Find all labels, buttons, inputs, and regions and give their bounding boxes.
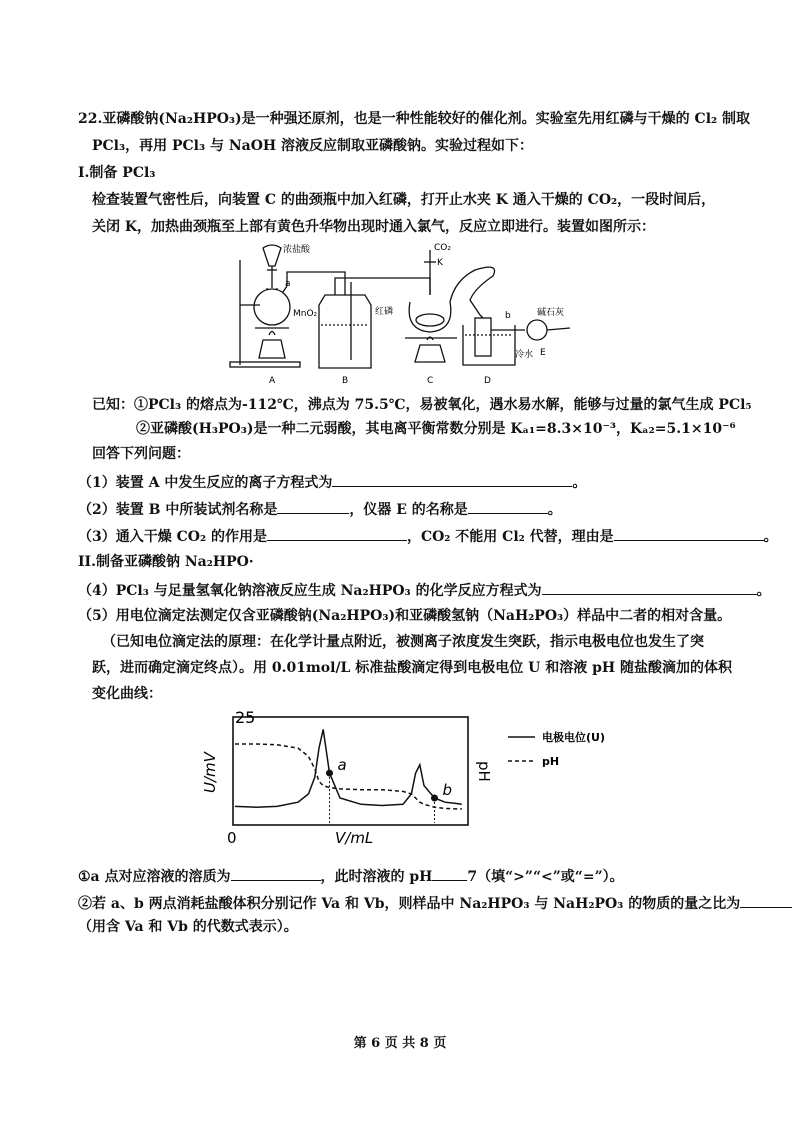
q5-line-1: （5）用电位滴定法测定仅含亚磷酸钠(Na₂HPO₃)和亚磷酸氢钠（NaH₂PO₃）样品中二者的相对含量。 (78, 608, 732, 624)
q2-end: 。 (547, 502, 562, 518)
point-label-b: b (442, 781, 453, 800)
sub1-text-c: 7（填“>”“<”或“=”）。 (467, 869, 624, 885)
point-b (431, 795, 438, 802)
x-axis-label: V/mL (335, 829, 374, 847)
q3-line (78, 526, 778, 546)
sub2-text-a: ②若 a、b 两点消耗盐酸体积分别记作 Va 和 Vb，则样品中 Na₂HPO₃ 与 NaH₂PO₃ 的物质的量之比为 (78, 896, 741, 912)
label-k: K (437, 258, 443, 268)
point-a (326, 770, 333, 777)
q4-text: （4）PCl₃ 与足量氢氧化钠溶液反应生成 Na₂HPO₃ 的化学反应方程式为 (78, 583, 542, 599)
drying-tube-e (527, 320, 547, 340)
q2-text-b: ，仪器 E 的名称是 (349, 502, 468, 518)
part1-line-1: 检查装置气密性后，向装置 C 的曲颈瓶中加入红磷，打开止水夹 K 通入干燥的 CO₂，一段时间后， (92, 192, 716, 208)
q4-end: 。 (756, 583, 771, 599)
retort-c (409, 267, 494, 332)
apparatus-diagram (225, 240, 595, 390)
known-line-2: ②亚磷酸(H₃PO₃)是一种二元弱酸，其电离平衡常数分别是 Kₐ₁=8.3×10⁻³，Kₐ₂=5.1×10⁻⁶ (136, 421, 736, 437)
label-cold-water: 冷水 (515, 350, 534, 360)
intro-line-2: PCl₃，再用 PCl₃ 与 NaOH 溶液反应制取亚磷酸钠。实验过程如下： (92, 138, 534, 154)
label-a: a (285, 279, 291, 289)
q1-text: （1）装置 A 中发生反应的离子方程式为 (78, 475, 333, 491)
sub2-line-2: （用含 Va 和 Vb 的代数式表示）。 (78, 919, 298, 935)
q3-blank-1[interactable] (267, 526, 407, 541)
legend-label-ph: pH (542, 755, 560, 768)
q1-line (78, 472, 586, 492)
q3-text-b: ，CO₂ 不能用 Cl₂ 代替，理由是 (406, 529, 614, 545)
sub2-blank[interactable] (740, 893, 792, 908)
sub1-blank-2[interactable] (432, 866, 467, 881)
y-axis-label-left: U/mV (201, 752, 219, 793)
q2-blank-2[interactable] (468, 499, 548, 514)
part1-line-2: 关闭 K，加热曲颈瓶至上部有黄色升华物出现时通入氯气，反应立即进行。装置如图所示： (92, 219, 656, 235)
q5-line-2: （已知电位滴定法的原理：在化学计量点附近，被测离子浓度发生突跃，指示电极电位也发生了突 (102, 634, 704, 650)
legend-label-u: 电极电位(U) (542, 731, 605, 744)
unit-label-c: C (427, 376, 434, 386)
q2-line (78, 499, 562, 519)
part1-title: I.制备 PCl₃ (78, 165, 156, 181)
label-conc-hcl: 浓盐酸 (283, 245, 311, 255)
q1-end: 。 (572, 475, 587, 491)
test-tube-d (475, 318, 491, 356)
titration-chart (195, 705, 625, 850)
sub1-text-b: ，此时溶液的 pH (320, 869, 433, 885)
label-co2: CO₂ (434, 243, 451, 253)
series-line-u (235, 729, 462, 807)
unit-label-a: A (269, 376, 276, 386)
q3-blank-2[interactable] (614, 526, 764, 541)
label-mno2: MnO₂ (293, 309, 318, 319)
label-red-p: 红磷 (375, 307, 394, 317)
bottle-b (319, 295, 371, 368)
q3-end: 。 (763, 529, 778, 545)
sub1-blank-1[interactable] (231, 866, 321, 881)
label-b: b (505, 311, 511, 321)
q5-line-3: 跃，进而确定滴定终点）。用 0.01mol/L 标准盐酸滴定得到电极电位 U 和溶液 pH 随盐酸滴加的体积 (92, 660, 732, 676)
unit-label-b: B (342, 376, 349, 386)
label-soda-lime: 碱石灰 (537, 308, 565, 318)
vessel-d (463, 325, 515, 365)
origin-label: 0 (227, 829, 237, 847)
tube-a-b (287, 272, 345, 295)
known-line-1: 已知：①PCl₃ 的熔点为-112℃，沸点为 75.5℃，易被氧化，遇水易水解，能够与过量的氯气生成 PCl₅ (92, 397, 752, 413)
q5-line-4: 变化曲线： (92, 686, 162, 702)
unit-label-d: D (484, 376, 491, 386)
separatory-funnel (263, 245, 281, 266)
q2-text-a: （2）装置 B 中所装试剂名称是 (78, 502, 278, 518)
point-label-a: a (337, 756, 347, 775)
q3-text-a: （3）通入干燥 CO₂ 的作用是 (78, 529, 267, 545)
series-line-ph (235, 744, 462, 809)
q2-blank-1[interactable] (277, 499, 349, 514)
answer-prompt: 回答下列问题： (92, 446, 190, 462)
part2-title: II.制备亚磷酸钠 Na₂HPO· (78, 554, 254, 570)
y-top-tick: 25 (235, 708, 256, 727)
burner-c (415, 345, 445, 362)
q4-blank[interactable] (542, 580, 757, 595)
y-axis-label-right: pH (475, 761, 493, 782)
flask-a (254, 289, 290, 325)
intro-line-1: 22.亚磷酸钠(Na₂HPO₃)是一种强还原剂，也是一种性能较好的催化剂。实验室先用红磷与干燥的 Cl₂ 制取 (78, 111, 751, 127)
q4-line (78, 580, 771, 600)
chart-frame (233, 717, 468, 825)
sub1-text-a: ①a 点对应溶液的溶质为 (78, 869, 231, 885)
q1-blank[interactable] (332, 472, 572, 487)
label-e: E (540, 348, 546, 358)
burner-a (259, 340, 285, 358)
sub2-line (78, 893, 792, 913)
tube-b-c (335, 278, 430, 295)
page-footer: 第 6 页 共 8 页 (353, 1036, 447, 1051)
sub1-line (78, 866, 624, 886)
